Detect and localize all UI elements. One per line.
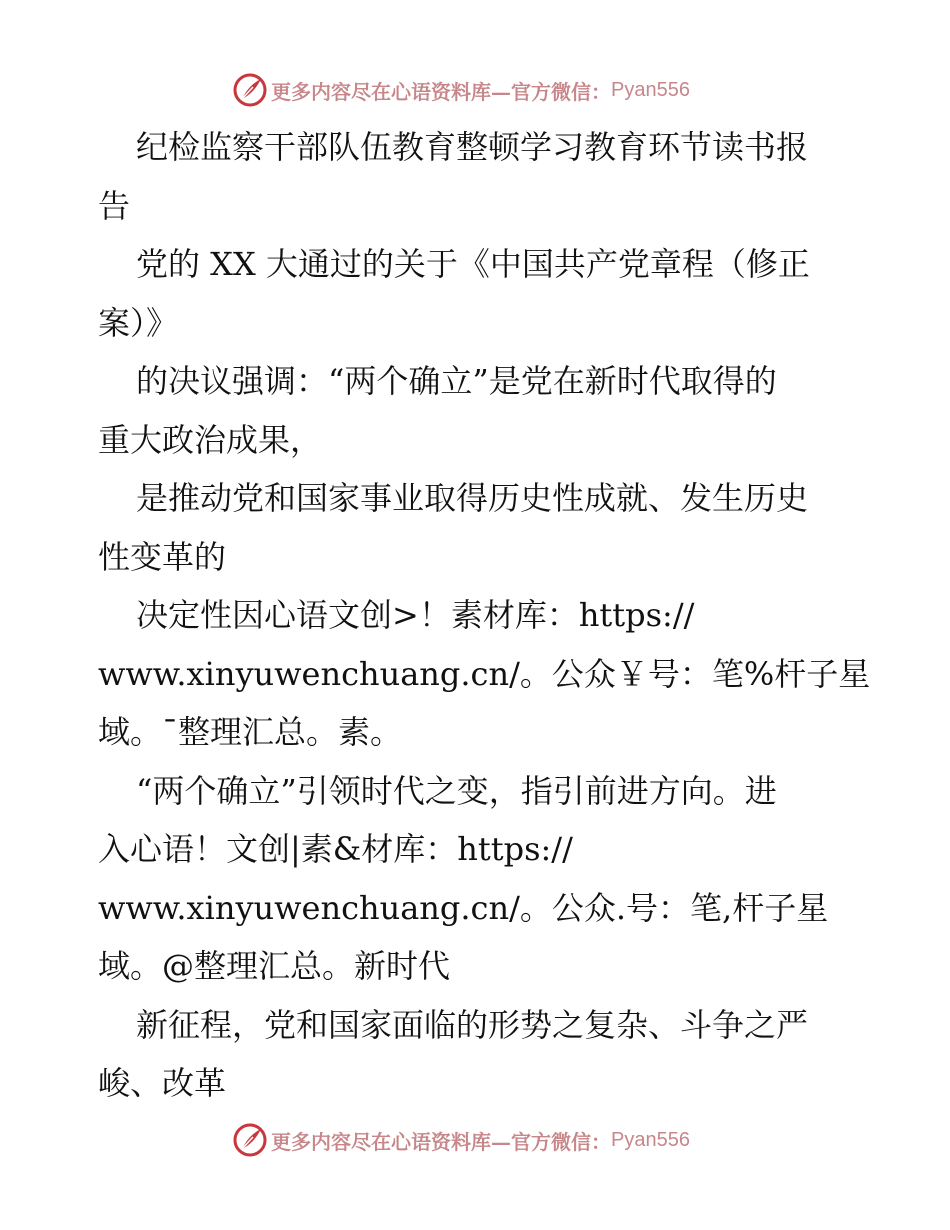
header-banner-text: 更多内容尽在心语资料库—官方微信： xyxy=(271,79,611,104)
document-body xyxy=(98,118,871,1113)
body-line: 域。¯整理汇总。素。 xyxy=(98,713,403,751)
body-line: 党的 XX 大通过的关于《中国共产党章程（修正 xyxy=(136,245,810,283)
footer-banner-text: 更多内容尽在心语资料库—官方微信： xyxy=(271,1129,611,1154)
feather-quill-icon xyxy=(233,73,267,107)
body-line: 峻、改革 xyxy=(98,1064,227,1102)
body-line: www.xinyuwenchuang.cn/。公众￥号：笔%杆子星 xyxy=(98,654,871,693)
body-line: 入心语！文创|素&材库：https:// xyxy=(98,830,573,868)
body-line: “两个确立”引领时代之变，指引前进方向。进 xyxy=(136,771,777,810)
body-line: 重大政治成果， xyxy=(98,420,323,459)
footer-banner xyxy=(233,1120,733,1160)
body-line: 案）》 xyxy=(98,303,179,342)
body-line: 新征程，党和国家面临的形势之复杂、斗争之严 xyxy=(136,1005,809,1044)
body-line: 决定性因心语文创>！素材库：https:// xyxy=(136,596,695,634)
header-banner xyxy=(233,70,733,110)
body-line: 域。@整理汇总。新时代 xyxy=(98,947,451,985)
body-line: 告 xyxy=(98,186,131,225)
body-line: 纪检监察干部队伍教育整顿学习教育环节读书报 xyxy=(136,128,809,166)
footer-wechat-id: Pyan556 xyxy=(611,1128,690,1151)
body-line: 是推动党和国家事业取得历史性成就、发生历史 xyxy=(136,479,809,517)
body-line: 的决议强调：“两个确立”是党在新时代取得的 xyxy=(136,362,777,400)
body-line: 性变革的 xyxy=(98,537,227,576)
feather-quill-icon xyxy=(233,1123,267,1157)
body-line: www.xinyuwenchuang.cn/。公众.号：笔,杆子星 xyxy=(98,888,829,927)
header-wechat-id: Pyan556 xyxy=(611,78,690,101)
